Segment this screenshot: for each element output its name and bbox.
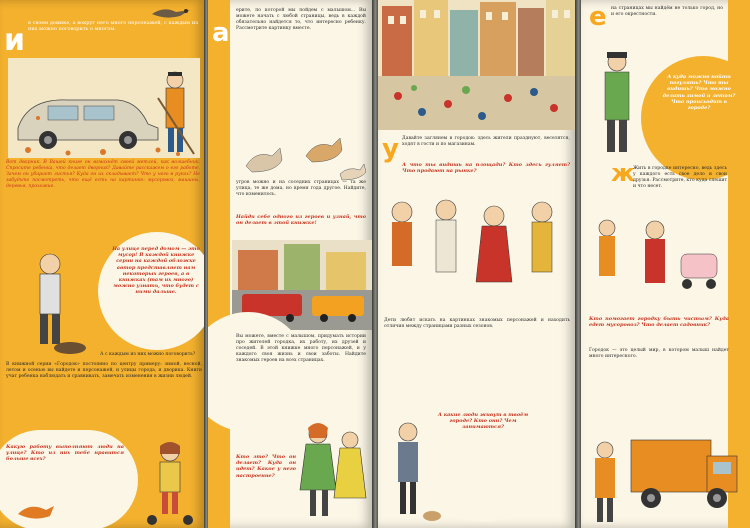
- bird-illustration: [150, 4, 194, 20]
- text-bottom: Вы можете, вместе с малышом, придумать истории про жителей городка, их работу, их друзей и соседей. В этой книжке много персонажей, и у каждого своя жизнь и свои заботы. Найдите знакомых героев на всех страницах.: [236, 334, 366, 363]
- text-top: на страницах мы найдём не только город, но и его окрестности.: [611, 6, 723, 17]
- question-text: На улице перед домом — это мусор! В каждой книжке серии на каждой обложке автор представляет нам некоторых героев, а в книжках (там их много) можно узнать, что будет с ними дальше.: [112, 246, 200, 296]
- bottom-question: Какую работу выполняют люди на улице? Кто из них тебе нравится больше всех?: [6, 444, 124, 463]
- box-question: А с каждым из них можно поговорить?: [100, 352, 196, 357]
- question-top: А куда можно пойти погулять? Что ты видишь? Что можно делать зимой и летом? Что происходит в городе?: [662, 74, 736, 112]
- drop-cap: а: [212, 18, 230, 48]
- question-bottom: Кто помогает городку быть чистым? Куда едет мусоровоз? Что делает садовник?: [589, 316, 729, 329]
- town-square-illustration: [378, 0, 576, 130]
- bottom-text: В книжной серии «Городок» постоянно по центру примеру: зимой, весной, летом и осенью вы найдете и персонажей, и улицы города, и дворика. Книги учат ребенка наблюдать и сравнивать, замечать изменения в жизни людей.: [6, 362, 202, 379]
- drop-cap-2: ж: [611, 159, 635, 187]
- fox-illustration: [16, 500, 56, 522]
- man-with-dog-illustration: [382, 420, 442, 524]
- street-scene-illustration: [8, 58, 200, 158]
- man-illustration: [587, 50, 647, 160]
- page-3: [378, 0, 576, 528]
- parent-note-text: Вот дворник. В Вашей книге он взмахнёт своей метлой, как волшебник. Спросите ребенка, что делает дворник? Давайте расскажем о его работе. Зачем он убирает листья? Куда он их складывает? Что у него в руках? Не забудьте посмотреть, что ещё есть на картинке: мусоровоз, машины, деревья, прохожие.: [6, 160, 200, 189]
- page-4: [581, 0, 750, 528]
- cats-illustration: [236, 126, 368, 186]
- text-mid: Жить в городке интересно, ведь здесь у каждого есть свое дело и свои друзья. Рассмотрите, кто куда спешит и что несет.: [633, 166, 727, 189]
- intro-text: в своем домике, а вокруг него много персонажей, с каждым из них можно поговорить о многом.: [28, 20, 198, 33]
- text-top: ерите, по которой мы пойдем с малышом... Вы можете начать с любой страницы, ведь в каждой обязательно найдется то, что интересно ребенку. Рассмотрите картинку вместе.: [236, 8, 366, 31]
- children-illustration: [296, 420, 372, 526]
- page-2: [208, 0, 373, 528]
- question-bottom: А какие люди живут в твоём городе? Кто они? Чем занимаются?: [437, 412, 529, 431]
- text-top: Давайте заглянем в городок: здесь жители празднуют, веселятся, ходят в гости и по магазинам.: [402, 136, 570, 147]
- question-mid: Найди себе одного из героев и узнай, что он делает в этой книжке!: [236, 214, 366, 227]
- drop-cap: е: [589, 2, 607, 32]
- dustman-illustration: [10, 248, 90, 358]
- girl-scooter-illustration: [140, 440, 200, 526]
- text-bottom: Городок — это целый мир, в котором малыш найдет много интересного.: [589, 348, 729, 359]
- drop-cap: у: [382, 134, 399, 164]
- drop-cap: и: [4, 23, 26, 58]
- text-mid: угров можно и на соседних страницах — та же улица, те же дома, но время года другое. Найдите, что изменилось.: [236, 180, 366, 197]
- text-mid: Дети любят искать на картинках знакомых персонажей и находить отличия между страницами разных сезонов.: [384, 318, 570, 329]
- question-top: А что ты видишь на площади? Кто здесь гуляет? Что продают на рынке?: [402, 162, 570, 175]
- page-1: [0, 0, 205, 528]
- garbage-truck-illustration: [621, 410, 741, 520]
- worker-illustration: [585, 440, 625, 526]
- family-illustration: [585, 214, 725, 310]
- question-bottom: Кто это? Что он делает? Куда он идет? Какое у него настроение?: [236, 454, 296, 479]
- characters-illustration: [382, 192, 572, 312]
